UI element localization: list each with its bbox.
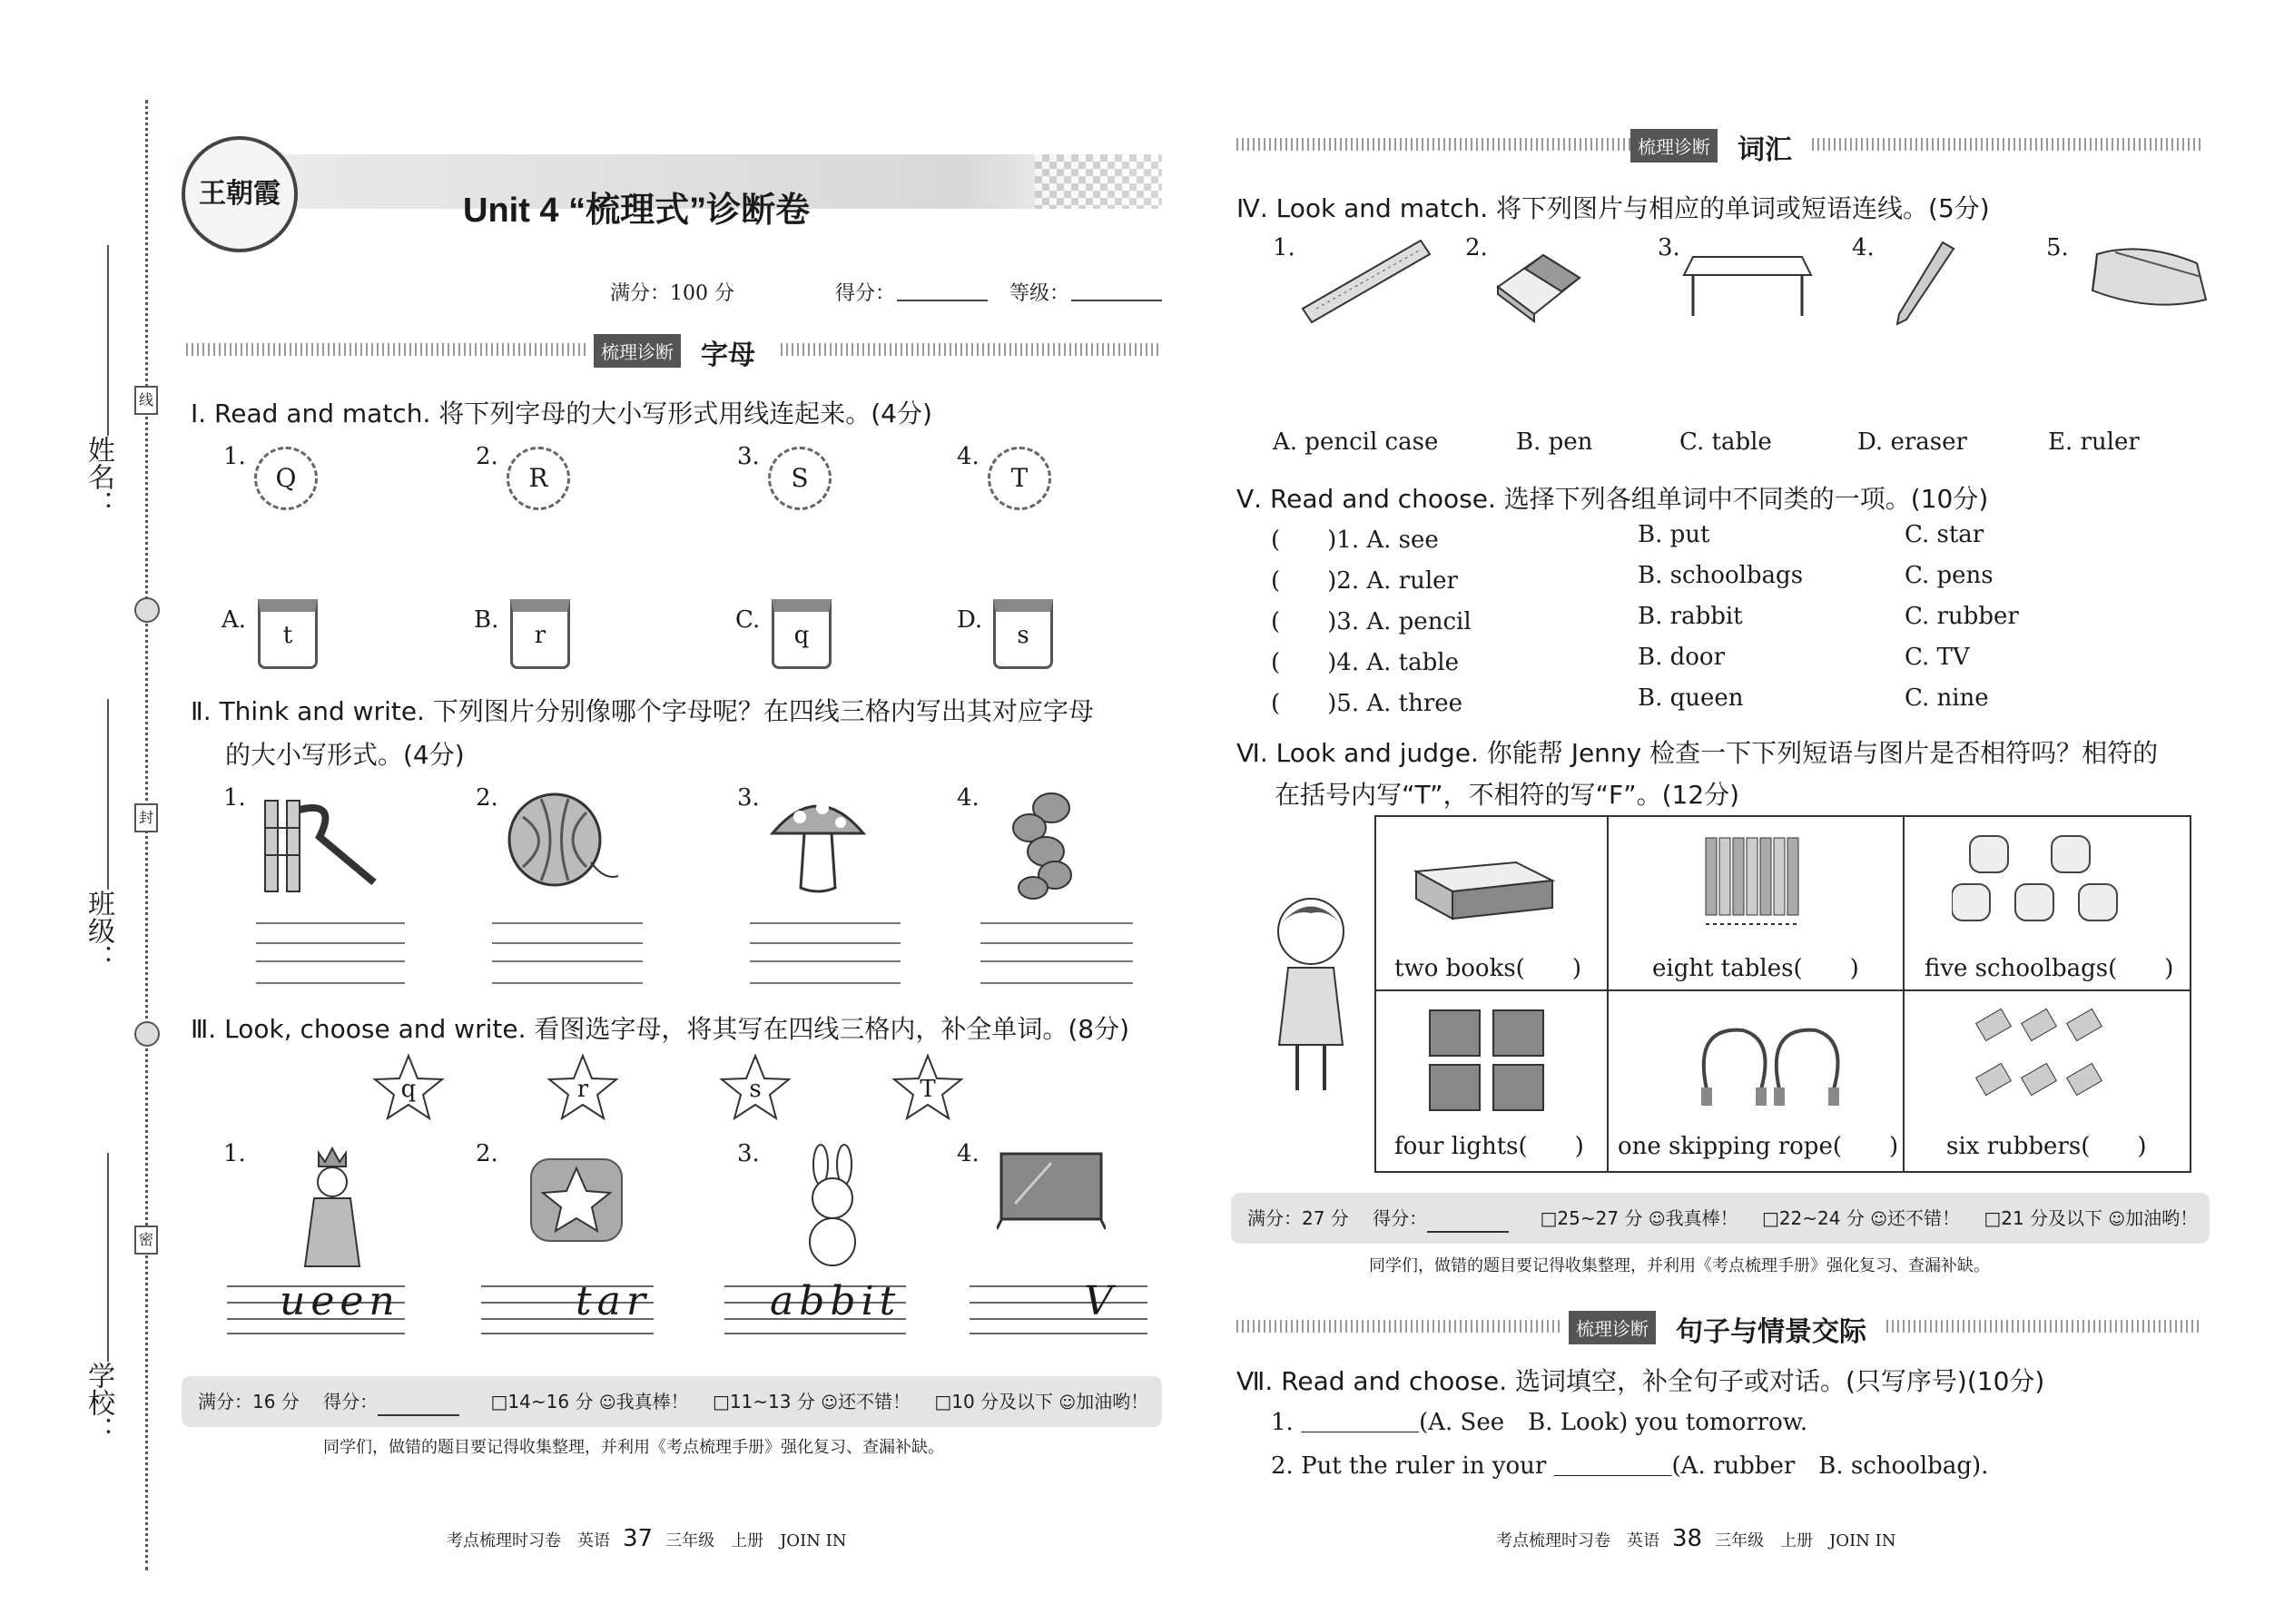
smiley-icon: ☺ <box>1648 1210 1666 1229</box>
smiley-icon: ☺ <box>1058 1393 1077 1412</box>
ruler-picture <box>1298 236 1434 327</box>
q1-option-label: B. <box>474 606 499 634</box>
grid-divider <box>1607 815 1609 1171</box>
q3-word-fragment: V <box>1084 1278 1118 1324</box>
q4-option[interactable]: E. ruler <box>2048 428 2140 456</box>
binding-dotted-line <box>145 100 148 1570</box>
q3-num: 4. <box>957 1140 980 1167</box>
q2-answer-lines[interactable] <box>492 922 643 984</box>
judge-item[interactable]: five schoolbags( ) <box>1925 955 2174 982</box>
q3-num: 2. <box>476 1140 498 1167</box>
section-rule <box>186 343 586 356</box>
rating-option[interactable]: □11~13 分 <box>712 1391 815 1412</box>
rating-text: 我真棒！ <box>1665 1207 1738 1229</box>
q4-option[interactable]: D. eraser <box>1857 428 1967 456</box>
q4-num: 4. <box>1852 234 1875 261</box>
footer-book-title: 考点梳理时习卷 英语 <box>1496 1531 1659 1550</box>
jenny-picture <box>1265 886 1356 1104</box>
q3-word-fragment: ueen <box>280 1278 400 1324</box>
eraser-picture <box>1489 241 1589 323</box>
q1-upper-letter[interactable]: S <box>768 447 832 510</box>
skipping-rope-picture <box>1689 1017 1852 1107</box>
q1-upper-letter[interactable]: Q <box>254 447 318 510</box>
q5-row-b: B. schoolbags <box>1638 562 1804 589</box>
q1-upper-letter[interactable]: T <box>988 447 1051 510</box>
cut-mark-3: 密 <box>134 1225 158 1255</box>
q3-word-fragment: tar <box>576 1278 651 1324</box>
q2-title: Ⅱ. Think and write. 下列图片分别像哪个字母呢？在四线三格内写出其对应字母 <box>191 696 1094 726</box>
q5-row-a[interactable]: ( )5. A. three <box>1271 690 1463 717</box>
queen-picture <box>287 1144 378 1271</box>
q1-lower-letter[interactable]: q <box>772 599 832 669</box>
q7-sentence[interactable]: 2. Put the ruler in your ＿＿＿＿＿(A. rubber B. schoolbag). <box>1271 1452 1989 1480</box>
pencils-picture <box>1701 833 1810 933</box>
q1-num: 4. <box>957 443 980 470</box>
rating-text: 加油哟！ <box>2125 1207 2199 1229</box>
score-bar-vocab <box>1231 1193 2210 1244</box>
grid-divider <box>1903 815 1905 1171</box>
brand-logo: 王朝霞 <box>182 136 298 252</box>
section-title-sentences: 句子与情景交际 <box>1676 1316 1866 1348</box>
judge-item[interactable]: two books( ) <box>1394 955 1581 982</box>
q7-title: Ⅶ. Read and choose. 选词填空，补全句子或对话。(只写序号)(10分) <box>1236 1366 2045 1396</box>
q5-row-c: C. pens <box>1905 562 1994 589</box>
tv-picture <box>997 1149 1106 1231</box>
q2-answer-lines[interactable] <box>750 922 901 984</box>
section-full-score: 满分：27 分 <box>1247 1207 1349 1229</box>
q4-option[interactable]: B. pen <box>1516 428 1593 456</box>
review-note: 同学们，做错的题目要记得收集整理，并利用《考点梳理手册》强化复习、查漏补缺。 <box>1369 1256 1990 1275</box>
q1-title: Ⅰ. Read and match. 将下列字母的大小写形式用线连起来。(4分) <box>191 399 932 428</box>
q5-row-b: B. put <box>1638 521 1710 548</box>
section-title-vocab: 词汇 <box>1738 134 1792 166</box>
rabbit-picture <box>792 1142 873 1269</box>
q1-lower-letter[interactable]: t <box>258 599 318 669</box>
q4-num: 3. <box>1658 234 1680 261</box>
section-score-label: 得分： <box>1373 1207 1428 1229</box>
binding-hole <box>134 597 160 623</box>
page-footer-left <box>447 1525 847 1552</box>
q5-row-a[interactable]: ( )1. A. see <box>1271 527 1439 554</box>
page-number: 38 <box>1672 1525 1703 1552</box>
footer-grade: 三年级 上册 JOIN IN <box>665 1531 847 1550</box>
q2-answer-lines[interactable] <box>980 922 1133 984</box>
rating-option[interactable]: □14~16 分 <box>490 1391 594 1412</box>
grade-label: 等级： <box>1009 282 1070 305</box>
rating-text: 还不错！ <box>837 1391 911 1412</box>
star-letter: q <box>400 1076 417 1103</box>
letter-star[interactable] <box>891 1053 964 1122</box>
letter-star[interactable] <box>719 1053 792 1122</box>
rating-text: 我真棒！ <box>615 1391 689 1412</box>
school-field[interactable] <box>107 1153 109 1362</box>
strawberries-picture <box>1006 788 1078 901</box>
q2-answer-lines[interactable] <box>256 922 405 984</box>
q3-title: Ⅲ. Look, choose and write. 看图选字母，将其写在四线三格内，补全单词。(8分) <box>191 1014 1130 1044</box>
name-field[interactable] <box>107 245 109 436</box>
rating-option[interactable]: □22~24 分 <box>1761 1207 1865 1229</box>
watermelon-picture <box>505 790 623 899</box>
rubbers-picture <box>1970 1006 2106 1115</box>
lights-picture <box>1425 1006 1552 1115</box>
rating-option[interactable]: □21 分及以下 <box>1984 1207 2103 1229</box>
section-rule <box>1236 1320 1563 1333</box>
page-title: Unit 4 “梳理式”诊断卷 <box>463 192 811 230</box>
judge-item[interactable]: eight tables( ) <box>1652 955 1859 982</box>
section-score-field[interactable] <box>378 1391 459 1416</box>
star-letter: r <box>576 1076 589 1103</box>
q5-title: Ⅴ. Read and choose. 选择下列各组单词中不同类的一项。(10分) <box>1236 484 1989 514</box>
grade-field[interactable] <box>1071 300 1162 301</box>
smiley-icon: ☺ <box>1870 1210 1887 1229</box>
section-rule <box>1812 138 2202 151</box>
q1-option-label: D. <box>957 606 983 634</box>
q5-row-c: C. rubber <box>1905 603 2019 630</box>
footer-book-title: 考点梳理时习卷 英语 <box>447 1531 610 1550</box>
q1-option-label: A. <box>222 606 247 634</box>
score-field[interactable] <box>897 300 988 301</box>
section-rule <box>781 343 1162 356</box>
q6-title: Ⅵ. Look and judge. 你能帮 Jenny 检查一下下列短语与图片是否相符吗？相符的 <box>1236 738 2159 768</box>
q7-sentence[interactable]: 1. ＿＿＿＿＿(A. See B. Look) you tomorrow. <box>1271 1409 1808 1436</box>
q4-option[interactable]: C. table <box>1679 428 1772 456</box>
footer-grade: 三年级 上册 JOIN IN <box>1715 1531 1896 1550</box>
cut-mark-1: 线 <box>134 386 158 415</box>
q4-num: 5. <box>2046 234 2069 261</box>
q2-num: 2. <box>476 784 498 812</box>
rating-text: 加油哟！ <box>1076 1391 1149 1412</box>
section-rule <box>1886 1320 2202 1333</box>
q4-title: Ⅳ. Look and match. 将下列图片与相应的单词或短语连线。(5分) <box>1236 193 1990 223</box>
name-label: 姓名： <box>83 436 114 517</box>
pencil-case-picture <box>2079 236 2215 318</box>
full-score: 满分：100 分 <box>610 282 734 305</box>
review-note: 同学们，做错的题目要记得收集整理，并利用《考点梳理手册》强化复习、查漏补缺。 <box>323 1438 944 1457</box>
q3-num: 3. <box>737 1140 760 1167</box>
q1-num: 1. <box>223 443 246 470</box>
q3-answer-lines[interactable] <box>970 1285 1147 1334</box>
rating-option[interactable]: □10 分及以下 <box>934 1391 1054 1412</box>
letter-star[interactable] <box>546 1053 619 1122</box>
star-letter: T <box>920 1076 936 1103</box>
pen-picture <box>1888 238 1961 329</box>
q5-row-c: C. star <box>1905 521 1984 548</box>
smiley-icon: ☺ <box>2108 1210 2126 1229</box>
q4-num: 2. <box>1465 234 1488 261</box>
mushroom-picture <box>768 788 868 897</box>
q1-num: 2. <box>476 443 498 470</box>
q5-row-a[interactable]: ( )2. A. ruler <box>1271 567 1458 595</box>
cut-mark-2: 封 <box>134 803 158 832</box>
section-rule <box>1236 138 1636 151</box>
q1-option-label: C. <box>735 606 761 634</box>
q4-num: 1. <box>1273 234 1295 261</box>
q5-row-a[interactable]: ( )3. A. pencil <box>1271 608 1472 635</box>
q1-lower-letter[interactable]: s <box>993 599 1053 669</box>
q3-word-fragment: abbit <box>770 1278 901 1324</box>
star-picture <box>527 1155 626 1245</box>
judge-item[interactable]: six rubbers( ) <box>1946 1133 2147 1160</box>
star-letter: s <box>749 1076 762 1103</box>
page-footer-right <box>1496 1525 1896 1552</box>
q3-num: 1. <box>223 1140 246 1167</box>
q1-upper-letter[interactable]: R <box>507 447 570 510</box>
class-field[interactable] <box>107 699 109 890</box>
q5-row-c: C. TV <box>1905 644 1970 671</box>
q1-lower-letter[interactable]: r <box>510 599 570 669</box>
q5-row-b: B. rabbit <box>1638 603 1743 630</box>
q1-num: 3. <box>737 443 760 470</box>
schoolbags-picture <box>1952 832 2124 931</box>
section-tag: 梳理诊断 <box>1569 1311 1656 1344</box>
smiley-icon: ☺ <box>598 1393 616 1412</box>
score-bar-letters <box>182 1376 1162 1427</box>
q6-title-cont: 在括号内写“T”，不相符的写“F”。(12分) <box>1275 780 1740 810</box>
section-score-field[interactable] <box>1427 1207 1509 1233</box>
smiley-icon: ☺ <box>821 1393 838 1412</box>
page-number: 37 <box>623 1525 654 1552</box>
q2-title-cont: 的大小写形式。(4分) <box>225 740 465 770</box>
q5-row-c: C. nine <box>1905 684 1989 712</box>
q5-row-b: B. queen <box>1638 684 1744 712</box>
q2-num: 3. <box>737 784 760 812</box>
q5-row-b: B. door <box>1638 644 1726 671</box>
class-label: 班级： <box>83 890 114 971</box>
q5-row-a[interactable]: ( )4. A. table <box>1271 649 1459 676</box>
slide-picture <box>256 792 383 901</box>
rating-text: 还不错！ <box>1886 1207 1960 1229</box>
books-picture <box>1407 853 1561 926</box>
section-tag: 梳理诊断 <box>1630 129 1718 162</box>
section-score-label: 得分： <box>323 1391 379 1412</box>
section-title-letters: 字母 <box>701 340 755 371</box>
binding-hole <box>134 1021 160 1047</box>
section-tag: 梳理诊断 <box>594 334 681 368</box>
school-label: 学校： <box>83 1362 114 1443</box>
table-picture <box>1679 243 1816 325</box>
score-label: 得分： <box>835 282 896 305</box>
q4-option[interactable]: A. pencil case <box>1273 428 1439 456</box>
grid-divider <box>1374 989 2190 991</box>
section-full-score: 满分：16 分 <box>198 1391 300 1412</box>
letter-star[interactable] <box>372 1053 445 1122</box>
rating-option[interactable]: □25~27 分 <box>1540 1207 1643 1229</box>
q2-num: 1. <box>223 784 246 812</box>
judge-item[interactable]: four lights( ) <box>1394 1133 1584 1160</box>
judge-item[interactable]: one skipping rope( ) <box>1618 1133 1899 1160</box>
q2-num: 4. <box>957 784 980 812</box>
